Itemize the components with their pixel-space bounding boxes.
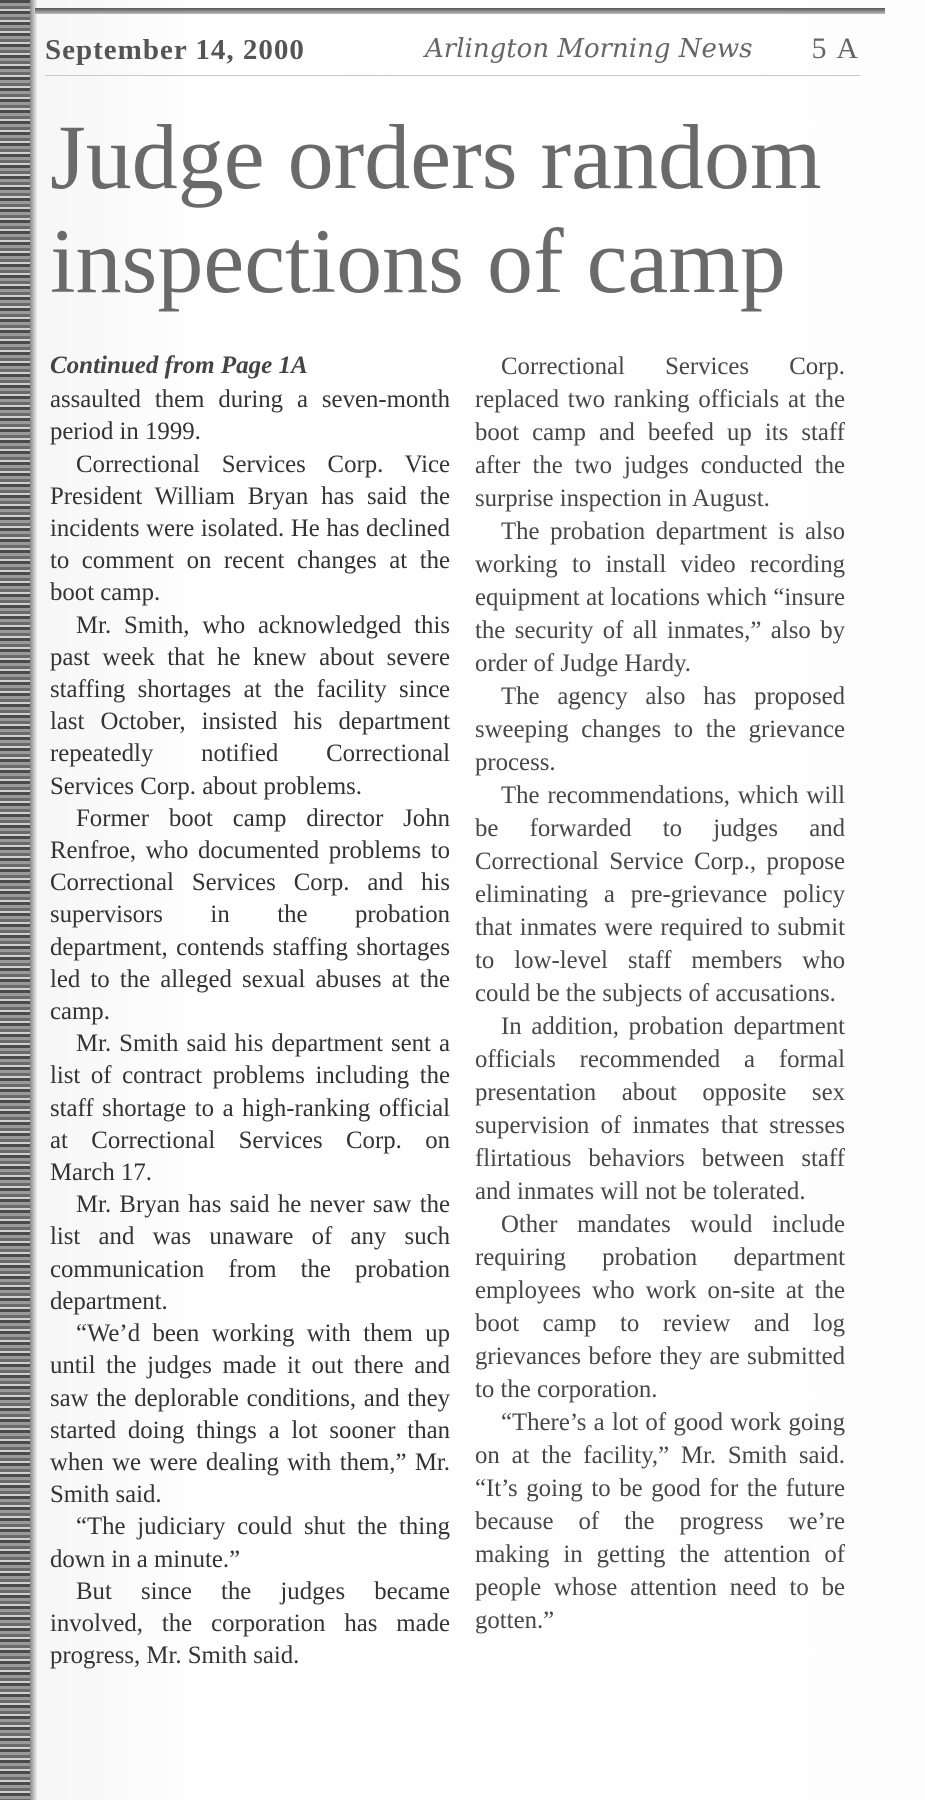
paragraph: Correctional Services Corp. Vice President William Bryan has said the incidents were isolated. He has declined to comment on recent changes at the boot camp. [50,450,450,607]
newspaper-name: Arlington Morning News [425,34,753,64]
paragraph: The agency also has proposed sweeping changes to the grievance process. [475,683,845,776]
issue-date: September 14, 2000 [45,34,305,66]
article-column-right [475,350,845,1637]
paragraph: “The judiciary could shut the thing down in a minute.” [50,1513,450,1573]
paragraph: “There’s a lot of good work going on at the facility,” Mr. Smith said. “It’s going to be good for the future because of the progress we’re making in getting the attention of people whose attention need to be gotten.” [475,1409,845,1634]
headline: Judge orders random inspections of camp [50,106,822,312]
continued-note: Continued from Page 1A [50,352,308,379]
top-rule [35,8,885,14]
paragraph: The probation department is also working to install video recording equipment at locations which “insure the security of all inmates,” also by order of Judge Hardy. [475,518,845,677]
page-number: 5 A [811,32,860,65]
article-column-left [50,350,450,1672]
paragraph: But since the judges became involved, the corporation has made progress, Mr. Smith said. [50,1577,450,1670]
paragraph: “We’d been working with them up until the judges made it out there and saw the deplorable conditions, and they started doing things a lot sooner than when we were dealing with them,” Mr. Smith said. [50,1320,450,1509]
paragraph: Mr. Smith, who acknowledged this past week that he knew about severe staffing shortages at the facility since last October, insisted his department repeatedly notified Correctional Services Corp. about problems. [50,611,450,800]
paragraph: Other mandates would include requiring probation department employees who work on-site at the boot camp to review and log grievances before they are submitted to the corporation. [475,1211,845,1403]
paragraph: Former boot camp director John Renfroe, who documented problems to Correctional Services Corp. and his supervisors in the probation department, contends staffing shortages led to the alleged sexual abuses at the camp. [50,804,450,1026]
edge-shadow [30,0,38,1800]
paragraph: assaulted them during a seven-month period in 1999. [50,386,450,446]
paragraph: Mr. Bryan has said he never saw the list and was unaware of any such communication from the probation department. [50,1191,450,1315]
paragraph: Mr. Smith said his department sent a list of contract problems including the staff shortage to a high-ranking official at Correctional Services Corp. on March 17. [50,1030,450,1187]
page-binding-edge [0,0,30,1800]
paragraph: The recommendations, which will be forwarded to judges and Correctional Service Corp., propose eliminating a pre-grievance policy that inmates were required to submit to low-level staff members who could be the subjects of accusations. [475,782,845,1007]
paragraph: In addition, probation department officials recommended a formal presentation about opposite sex supervision of inmates that stresses flirtatious behaviors between staff and inmates will not be tolerated. [475,1013,845,1205]
paragraph: Correctional Services Corp. replaced two ranking officials at the boot camp and beefed up its staff after the two judges conducted the surprise inspection in August. [475,353,845,512]
page-header [45,30,860,76]
